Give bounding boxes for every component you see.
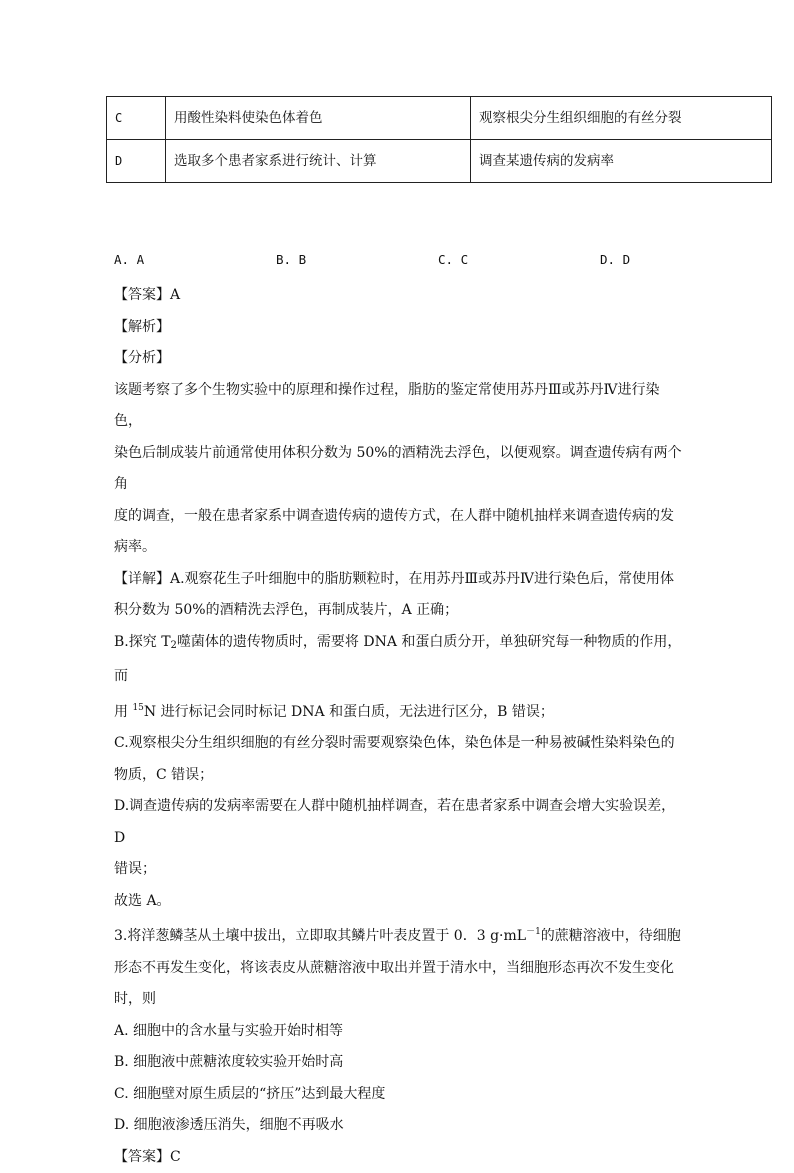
choice-d: D. D [600,252,630,267]
options-table [106,96,772,183]
question-3-option: A. 细胞中的含水量与实验开始时相等 [114,1016,686,1048]
detail-a-line: 【详解】A.观察花生子叶细胞中的脂肪颗粒时，在用苏丹Ⅲ或苏丹Ⅳ进行染色后，常使用体 [114,564,686,596]
answer-choices [114,252,674,272]
text-run: N 进行标记会同时标记 DNA 和蛋白质，无法进行区分，B 错误； [144,704,554,720]
question-3-option: C. 细胞壁对原生质层的“挤压”达到最大程度 [114,1079,686,1111]
detail-d-line: D.调查遗传病的发病率需要在人群中随机抽样调查，若在患者家系中调查会增大实验误差，D [114,791,686,854]
conclusion-line: 故选 A。 [114,886,686,918]
text-run: 3.将洋葱鳞茎从土壤中拔出，立即取其鳞片叶表皮置于 0．3 g·mL [114,928,526,944]
analysis-line: 病率。 [114,532,686,564]
question-3-option: D. 细胞液渗透压消失，细胞不再吸水 [114,1110,686,1142]
table-row [107,140,772,183]
text-run: 噬菌体的遗传物质时，需要将 DNA 和蛋白质分开，单独研究每一种物质的作用，而 [114,634,681,685]
jiexi-heading: 【解析】 [114,312,686,344]
fenxi-heading: 【分析】 [114,343,686,375]
analysis-line: 该题考察了多个生物实验中的原理和操作过程，脂肪的鉴定常使用苏丹Ⅲ或苏丹Ⅳ进行染色， [114,375,686,438]
row-method: 选取多个患者家系进行统计、计算 [166,140,471,183]
row-label: C [107,97,166,140]
question-3-option: B. 细胞液中蔗糖浓度较实验开始时高 [114,1047,686,1079]
detail-b-line [114,627,686,693]
superscript: －1 [526,927,541,937]
detail-c-line: 物质，C 错误； [114,760,686,792]
text-run: B.探究 T [114,634,171,650]
choice-c: C. C [438,252,468,267]
question-3-stem [114,917,686,953]
row-purpose: 观察根尖分生组织细胞的有丝分裂 [471,97,772,140]
table-row [107,97,772,140]
question-3-stem: 时，则 [114,984,686,1016]
subscript: 2 [171,640,177,651]
detail-d-line: 错误； [114,854,686,886]
row-purpose: 调查某遗传病的发病率 [471,140,772,183]
superscript: 15 [132,703,143,713]
question-3-stem: 形态不再发生变化，将该表皮从蔗糖溶液中取出并置于清水中，当细胞形态再次不发生变化 [114,953,686,985]
solution-text [114,280,686,1173]
text-run: 的蔗糖溶液中，待细胞 [541,928,681,944]
answer-line: 【答案】A [114,280,686,312]
choice-a: A. A [114,252,144,267]
question-3-answer: 【答案】C [114,1142,686,1173]
choice-b: B. B [276,252,306,267]
analysis-line: 度的调查，一般在患者家系中调查遗传病的遗传方式，在人群中随机抽样来调查遗传病的发 [114,501,686,533]
analysis-line: 染色后制成装片前通常使用体积分数为 50%的酒精洗去浮色，以便观察。调查遗传病有两个角 [114,438,686,501]
detail-a-line: 积分数为 50%的酒精洗去浮色，再制成装片，A 正确； [114,595,686,627]
detail-c-line: C.观察根尖分生组织细胞的有丝分裂时需要观察染色体，染色体是一种易被碱性染料染色的 [114,728,686,760]
row-method: 用酸性染料使染色体着色 [166,97,471,140]
row-label: D [107,140,166,183]
text-run: 用 [114,704,132,720]
detail-b-line [114,693,686,729]
